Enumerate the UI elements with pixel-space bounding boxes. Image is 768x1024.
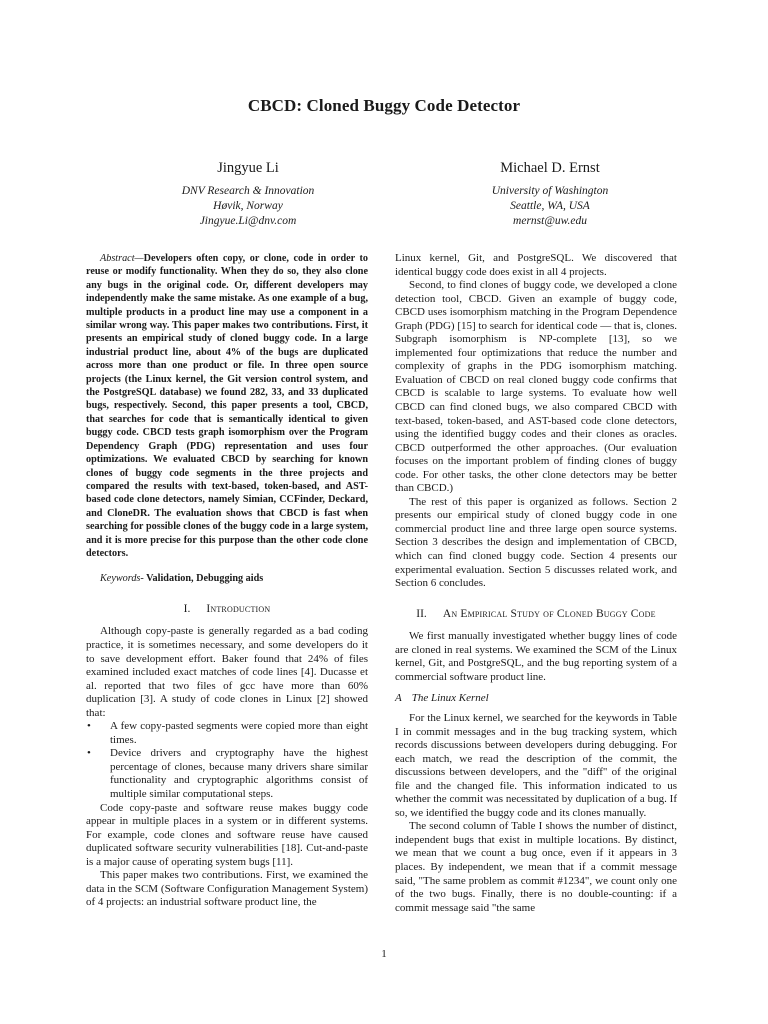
section-number: I. xyxy=(183,602,191,615)
section-title: An Empirical Study of Cloned Buggy Code xyxy=(442,607,656,620)
paragraph: We first manually investigated whether buggy lines of code are cloned in real systems. We examined the SCM of the Linux kernel, Git, and PostgreSQL, and the bug reporting system of a commercial software product line. xyxy=(395,630,677,683)
author-name: Michael D. Ernst xyxy=(500,160,600,176)
paragraph: This paper makes two contributions. First, we examined the data in the SCM (Software Configuration Management System) of 4 projects: an industrial software product line, the xyxy=(86,869,368,909)
author-affiliation: DNV Research & Innovation xyxy=(181,185,315,197)
author-location: Seattle, WA, USA xyxy=(510,200,590,212)
subsection-number: A xyxy=(395,692,402,705)
left-column xyxy=(86,252,368,910)
abstract-label: Abstract— xyxy=(100,253,144,264)
section-number: II. xyxy=(416,607,427,620)
bullet-icon: • xyxy=(87,720,91,733)
paragraph: Although copy-paste is generally regarded as a bad coding practice, it is sometimes necessary, and some developers do it to save development effort. Baker found that 24% of files examined included exact matches of code lines [4]. Ducasse et al. reported that two files of gcc have more than 60% duplication [3]. A study of code clones in Linux [2] showed that: xyxy=(86,625,368,719)
bullet-icon: • xyxy=(87,747,91,760)
list-item-text: Device drivers and cryptography have the highest percentage of clones, because many drivers share similar functionality and cryptographic algorithms consist of multiple similar computational steps. xyxy=(110,747,368,800)
right-column xyxy=(395,252,677,915)
keywords-label: Keywords- xyxy=(100,573,144,585)
author-email: mernst@uw.edu xyxy=(513,215,587,227)
keywords xyxy=(86,572,368,586)
author-location: Høvik, Norway xyxy=(213,200,283,212)
abstract xyxy=(86,252,368,560)
paragraph: For the Linux kernel, we searched for the keywords in Table I in commit messages and in the bug tracking system, which records discussions between developers during debugging. For each match, we read the description of the commit, the discussions between developers, and the "diff" of the original file and the changed file. This information indicated to us whether the commit was necessitated by duplication of a bug. If so, we identified the buggy code and its clones manually. xyxy=(395,711,677,819)
paragraph: The rest of this paper is organized as follows. Section 2 presents our empirical study of cloned buggy code in one commercial product line and three large open source systems. Section 3 describes the design and implementation of CBCD, which can find cloned buggy code. Section 4 presents our experimental evaluation. Section 5 discusses related work, and Section 6 concludes. xyxy=(395,495,677,590)
author-email: Jingyue.Li@dnv.com xyxy=(199,215,297,227)
list-item xyxy=(86,720,368,747)
paragraph: Second, to find clones of buggy code, we developed a clone detection tool, CBCD. Given an example of buggy code, CBCD uses isomorphism matching in the Program Dependence Graph (PDG) [15] to search for identical code — that is, clones. Subgraph isomorphism is NP-complete [13], so we implemented four optimizations that reduce the number and complexity of graphs in the PDG isomorphism matching. Evaluation of CBCD on real cloned buggy code confirms that CBCD is scalable to large systems. To evaluate how well CBCD can find cloned bugs, we also compared CBCD with text-based, token-based, and AST-based code clone detectors, using the identified buggy codes and their clones as oracles. CBCD outperformed the other approaches. (Our evaluation focuses on the important problem of finding clones of buggy code. For other tasks, the other clone detectors may be better than CBCD.) xyxy=(395,279,677,495)
author-block-1 xyxy=(98,160,398,229)
subsection-title: The Linux Kernel xyxy=(411,692,489,705)
subsection-heading xyxy=(395,692,677,706)
author-affiliation: University of Washington xyxy=(491,185,609,197)
page-number: 1 xyxy=(381,948,387,960)
paper-title: CBCD: Cloned Buggy Code Detector xyxy=(247,96,521,115)
author-name: Jingyue Li xyxy=(217,160,279,176)
paragraph: Linux kernel, Git, and PostgreSQL. We discovered that identical buggy code does exist in all 4 projects. xyxy=(395,252,677,278)
list-item xyxy=(86,747,368,801)
paragraph: The second column of Table I shows the number of distinct, independent bugs that exist in multiple locations. By distinct, we mean that we count a bug once, even if it appears in 3 places. By independent, we mean that if a commit message said, "The same problem as commit #1234", we count only one of the two bugs. Finally, there is no double-counting: if a commit message said "the same xyxy=(395,820,677,914)
section-title: Introduction xyxy=(206,602,271,615)
keywords-value: Validation, Debugging aids xyxy=(143,573,264,585)
bullet-list xyxy=(86,720,368,801)
author-block-2 xyxy=(400,160,700,229)
section-heading-empirical-study xyxy=(395,608,677,622)
section-heading-introduction xyxy=(86,603,368,617)
list-item-text: A few copy-pasted segments were copied more than eight times. xyxy=(110,720,368,746)
abstract-text: Developers often copy, or clone, code in order to reuse or modify functionality. When they do so, they also clone any bugs in the original code. Or, different developers may independently make the same mistake. As one example of a bug, multiple products in a product line may use a component in a similar wrong way. This paper makes two contributions. First, it presents an empirical study of cloned buggy code. In a large industrial product line, about 4% of the bugs are duplicated across more than one product or file. In three open source projects (the Linux kernel, the Git version control system, and the PostgreSQL database) we found 282, 33, and 33 duplicated bugs, respectively. Second, this paper presents a tool, CBCD, that searches for code that is semantically identical to given buggy code. CBCD tests graph isomorphism over the Program Dependency Graph (PDG) representation and uses four optimizations. We evaluated CBCD by searching for known clones of buggy code segments in the three projects and compared the results with text-based, token-based, and AST-based code clone detectors, namely Simian, CCFinder, Deckard, and CloneDR. The evaluation shows that CBCD is fast when searching for possible clones of the buggy code in a large system, and it is more precise for this purpose than the other code clone detectors. xyxy=(86,253,368,559)
paragraph: Code copy-paste and software reuse makes buggy code appear in multiple places in a system or in different systems. For example, code clones and software reuse have caused duplicated software security vulnerabilities [18]. Cut-and-paste is a major cause of operating system bugs [11]. xyxy=(86,801,368,868)
